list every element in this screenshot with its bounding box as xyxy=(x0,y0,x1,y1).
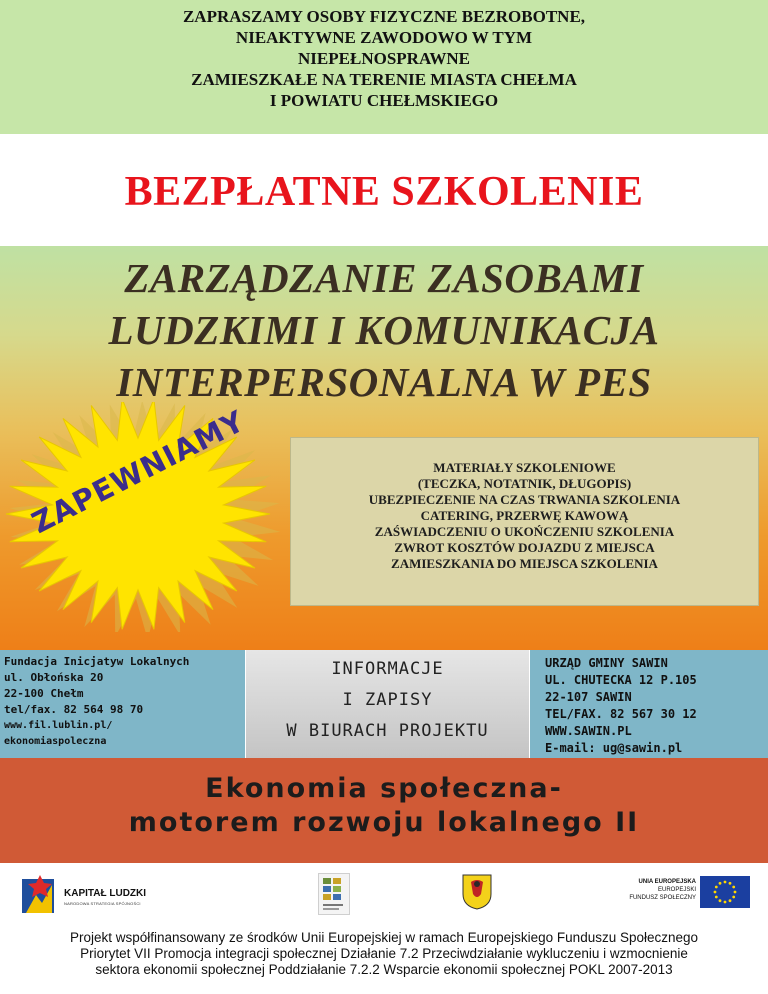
foundation-logo-icon xyxy=(319,874,349,914)
foundation-contact xyxy=(0,650,245,758)
benefit-line: ZWROT KOSZTÓW DOJAZDU Z MIEJSCA xyxy=(394,540,655,555)
eu-star xyxy=(734,891,737,894)
slogan-line: Ekonomia społeczna- xyxy=(205,773,563,804)
project-slogan xyxy=(0,772,768,840)
benefit-line: ZAMIESZKANIA DO MIEJSCA SZKOLENIA xyxy=(391,556,658,571)
municipality-name: URZĄD GMINY SAWIN xyxy=(545,656,668,670)
invitation-line: ZAPRASZAMY OSOBY FIZYCZNE BEZROBOTNE, xyxy=(182,7,586,26)
eu-fund-text xyxy=(616,878,696,902)
eu-star xyxy=(714,891,717,894)
eu-star xyxy=(729,899,732,902)
eu-star xyxy=(729,882,732,885)
eu-star xyxy=(715,896,718,899)
slogan-line: motorem rozwoju lokalnego II xyxy=(128,807,640,838)
foundation-website-path[interactable]: ekonomiaspoleczna xyxy=(4,736,107,747)
municipality-website[interactable]: WWW.SAWIN.PL xyxy=(545,724,632,738)
benefit-line: UBEZPIECZENIE NA CZAS TRWANIA SZKOLENIA xyxy=(368,492,681,507)
course-title-line: ZARZĄDZANIE ZASOBAMI xyxy=(124,255,644,301)
benefit-line: MATERIAŁY SZKOLENIOWE xyxy=(433,460,616,475)
invitation-line: I POWIATU CHEŁMSKIEGO xyxy=(269,91,499,110)
eu-stars xyxy=(700,876,750,908)
invitation-text xyxy=(0,6,768,111)
eu-star xyxy=(719,882,722,885)
municipality-street: UL. CHUTECKA 12 P.105 xyxy=(545,673,697,687)
foundation-street: ul. Obłońska 20 xyxy=(4,671,104,684)
eu-star xyxy=(719,899,722,902)
footer-line: Priorytet VII Promocja integracji społecznej Działanie 7.2 Przeciwdziałanie wykluczeniu i wzmocnienie xyxy=(80,946,688,961)
course-title xyxy=(0,252,768,408)
eu-star xyxy=(724,881,727,884)
footer-line: Projekt współfinansowany ze środków Unii Europejskiej w ramach Europejskiego Funduszu Społecznego xyxy=(69,930,699,945)
provide-label: ZAPEWNIAMY xyxy=(26,403,251,541)
foundation-phone: tel/fax. 82 564 98 70 xyxy=(4,703,144,716)
municipality-email[interactable]: E-mail: ug@sawin.pl xyxy=(545,741,683,755)
invitation-line: NIEPEŁNOSPRAWNE xyxy=(298,49,470,68)
foundation-name: Fundacja Inicjatyw Lokalnych xyxy=(4,655,190,668)
eu-fund-line: FUNDUSZ SPOŁECZNY xyxy=(629,895,696,901)
eu-name: UNIA EUROPEJSKA xyxy=(638,879,696,885)
registration-line: I ZAPISY xyxy=(342,690,433,710)
foundation-logo xyxy=(318,873,350,915)
coat-of-arms-icon xyxy=(462,874,492,910)
eu-fund-line: EUROPEJSKI xyxy=(657,887,696,893)
foundation-city: 22-100 Chełm xyxy=(4,687,84,700)
registration-info xyxy=(246,650,529,758)
invitation-line: NIEAKTYWNE ZAWODOWO W TYM xyxy=(235,28,533,47)
kapital-ludzki-subtitle: NARODOWA STRATEGIA SPÓJNOŚCI xyxy=(64,901,141,906)
eu-flag-icon xyxy=(700,876,750,908)
eu-star xyxy=(715,886,718,889)
benefit-line: ZAŚWIADCZENIU O UKOŃCZENIU SZKOLENIA xyxy=(374,524,675,539)
kapital-ludzki-icon xyxy=(22,873,62,917)
course-title-line: INTERPERSONALNA W PES xyxy=(116,359,652,405)
eu-star xyxy=(732,896,735,899)
municipality-contact xyxy=(530,650,768,758)
municipality-phone: TEL/FAX. 82 567 30 12 xyxy=(545,707,697,721)
benefit-line: CATERING, PRZERWĘ KAWOWĄ xyxy=(420,508,629,523)
registration-line: W BIURACH PROJEKTU xyxy=(286,721,489,741)
free-training-headline: BEZPŁATNE SZKOLENIE xyxy=(124,169,644,215)
eu-star xyxy=(732,886,735,889)
kapital-ludzki-name: KAPITAŁ LUDZKI xyxy=(64,888,147,899)
course-title-line: LUDZKIMI I KOMUNIKACJA xyxy=(108,307,660,353)
eu-star xyxy=(724,901,727,904)
sawin-coat-of-arms xyxy=(462,874,492,910)
foundation-website[interactable]: www.fil.lublin.pl/ xyxy=(4,720,113,731)
registration-line: INFORMACJE xyxy=(331,659,444,679)
footer-line: sektora ekonomii społecznej Poddziałanie 7.2.2 Wsparcie ekonomii społecznej POKL 2007-2013 xyxy=(95,962,673,977)
benefits-box xyxy=(290,437,759,606)
benefit-line: (TECZKA, NOTATNIK, DŁUGOPIS) xyxy=(417,476,632,491)
invitation-line: ZAMIESZKAŁE NA TERENIE MIASTA CHEŁMA xyxy=(191,70,577,89)
municipality-city: 22-107 SAWIN xyxy=(545,690,632,704)
cofinancing-footer xyxy=(0,930,768,978)
